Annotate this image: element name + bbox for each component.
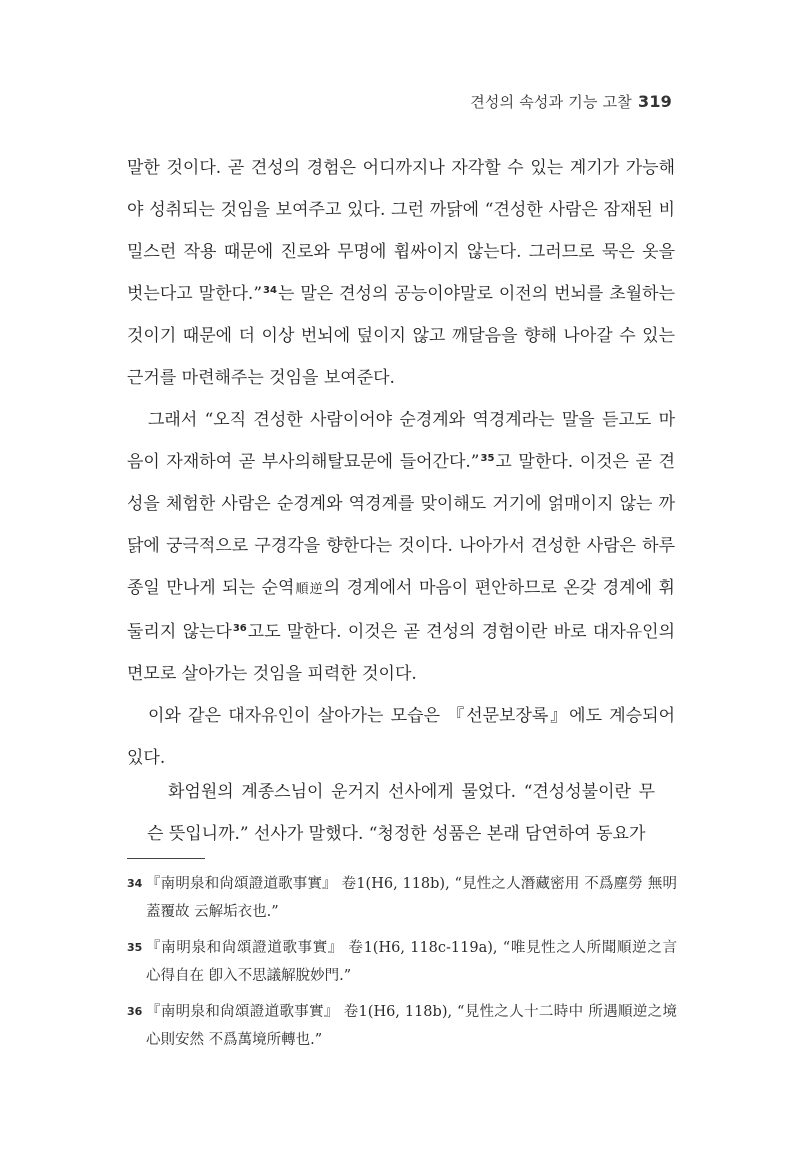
paragraph-2-text-c: 의 경계에서 마음이 편안하므로 온갖 경계에 휘둘리지 않는다 <box>127 578 675 642</box>
footnote-34 <box>127 870 677 926</box>
footnotes <box>127 870 677 1062</box>
running-head <box>470 91 672 112</box>
footnote-text: 『南明泉和尙頌證道歌事實』 卷1(H6, 118b), “見性之人十二時中 所遇順逆之境 心則安然 不爲萬境所轉也.” <box>146 1004 677 1048</box>
paragraph-3: 이와 같은 대자유인이 살아가는 모습은 『선문보장록』에도 계승되어 있다. <box>127 706 675 768</box>
footnote-text: 『南明泉和尙頌證道歌事實』 卷1(H6, 118b), “見性之人潛藏密用 不爲塵勞 無明蓋覆故 云解垢衣也.” <box>146 876 677 920</box>
paragraph-1-text-a: 말한 것이다. 곧 견성의 경험은 어디까지나 자각할 수 있는 계기가 가능해야 성취되는 것임을 보여주고 있다. 그런 까닭에 “견성한 사람은 잠재된 비밀스런 작용 때문에 진로와 무명에 휩싸이지 않는다. 그러므로 묵은 옷을 벗는다고 말한다.” <box>127 158 675 304</box>
paragraph-2-text-d: 고도 말한다. 이것은 곧 견성의 경험이란 바로 대자유인의 면모로 살아가는 것임을 피력한 것이다. <box>127 622 676 684</box>
page-number: 319 <box>638 92 672 111</box>
paragraph-2-text-b: 고 말한다. 이것은 곧 견성을 체험한 사람은 순경계와 역경계를 맞이해도 거기에 얽매이지 않는 까닭에 궁극적으로 구경각을 향한다는 것이다. 나아가서 견성한 사람은 하루 종일 만나게 되는 순역 <box>127 452 675 598</box>
footnote-number: 36 <box>127 1005 143 1018</box>
footnote-ref-34[interactable]: 34 <box>263 285 277 296</box>
paragraph-2 <box>127 399 675 695</box>
block-quote: 화엄원의 계종스님이 운거지 선사에게 물었다. “견성성불이란 무슨 뜻입니까.” 선사가 말했다. “청정한 성품은 본래 담연하여 동요가 <box>147 782 655 844</box>
footnote-text: 『南明泉和尙頌證道歌事實』 卷1(H6, 118c-119a), “唯見性之人所聞順逆之言 心得自在 卽入不思議解脫妙門.” <box>146 940 677 984</box>
body-text <box>127 147 675 779</box>
footnote-ref-36[interactable]: 36 <box>232 623 247 634</box>
footnote-divider <box>127 858 205 859</box>
paragraph-2-text-a: 그래서 “오직 견성한 사람이어야 순경계와 역경계라는 말을 듣고도 마음이 자재하여 곧 부사의해탈묘문에 들어간다.” <box>127 410 675 472</box>
hanja-gloss: 順逆 <box>294 582 324 597</box>
footnote-36 <box>127 998 677 1054</box>
footnote-number: 35 <box>127 941 143 954</box>
paragraph-1 <box>127 147 675 399</box>
footnote-ref-35[interactable]: 35 <box>480 453 495 464</box>
running-title: 견성의 속성과 기능 고찰 <box>470 93 632 111</box>
footnote-number: 34 <box>127 877 143 890</box>
footnote-35 <box>127 934 677 990</box>
paragraph-1-text-b: 는 말은 견성의 공능이야말로 이전의 번뇌를 초월하는 것이기 때문에 더 이상 번뇌에 덮이지 않고 깨달음을 향해 나아갈 수 있는 근거를 마련해주는 것임을 보여준다. <box>127 284 675 388</box>
